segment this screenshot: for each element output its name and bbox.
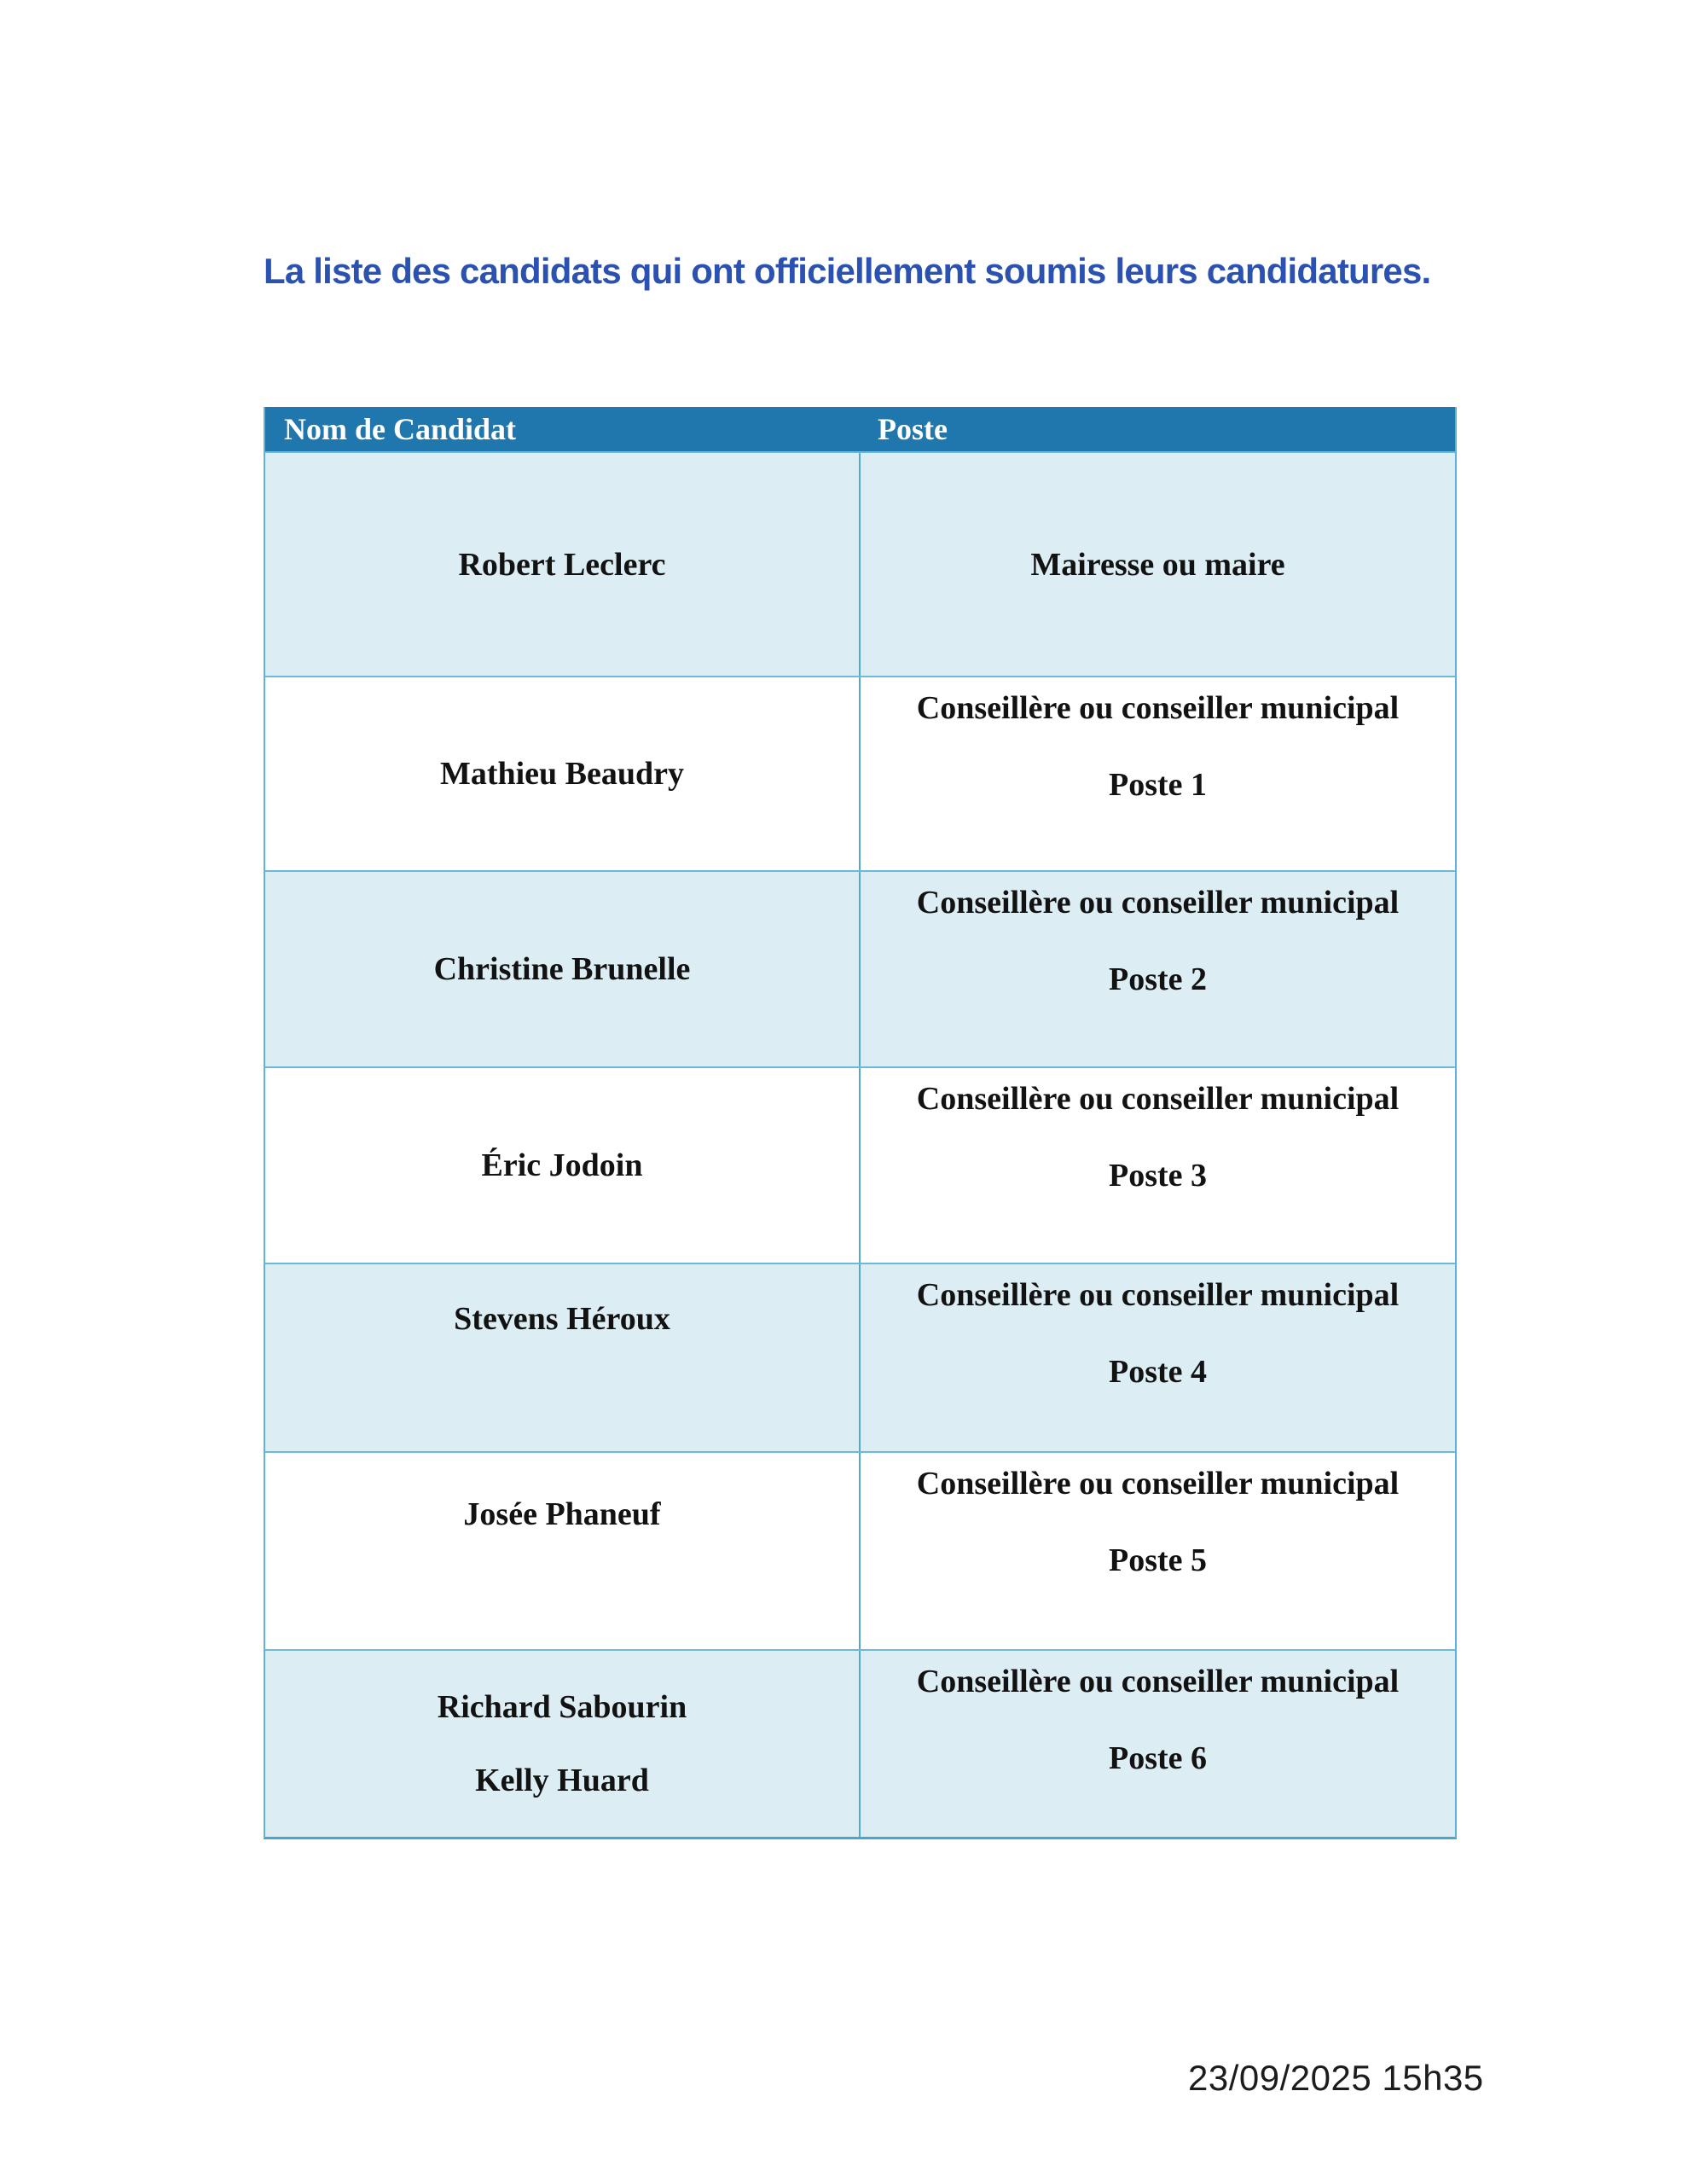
poste-label: Conseillère ou conseiller municipal: [916, 690, 1400, 726]
poste-number: Poste 4: [1108, 1354, 1208, 1390]
timestamp: 23/09/2025 15h35: [1188, 2058, 1484, 2098]
poste-label: Conseillère ou conseiller municipal: [916, 1081, 1400, 1117]
candidate-name: Robert Leclerc: [458, 546, 666, 583]
poste-number: Poste 1: [1108, 767, 1208, 803]
table-row: [265, 870, 1455, 1066]
poste-label: Conseillère ou conseiller municipal: [916, 885, 1400, 921]
table-row: [265, 1263, 1455, 1451]
candidate-name: Mathieu Beaudry: [439, 756, 685, 792]
candidate-name: Stevens Héroux: [454, 1301, 670, 1337]
table-row: [265, 1451, 1455, 1649]
poste-label: Mairesse ou maire: [1030, 546, 1285, 583]
poste-number: Poste 2: [1108, 961, 1208, 997]
poste-number: Poste 3: [1108, 1158, 1208, 1194]
candidate-name: Éric Jodoin: [481, 1147, 643, 1183]
poste-label: Conseillère ou conseiller municipal: [916, 1664, 1400, 1699]
header-cell-nom-de-candidat: Nom de Candidat: [284, 412, 517, 446]
candidates-table: [264, 407, 1457, 1839]
table-row: [265, 451, 1455, 676]
poste-number: Poste 6: [1108, 1740, 1208, 1776]
poste-label: Conseillère ou conseiller municipal: [916, 1466, 1400, 1502]
poste-number: Poste 5: [1108, 1542, 1208, 1578]
poste-label: Conseillère ou conseiller municipal: [916, 1277, 1400, 1313]
table-row: [265, 1649, 1455, 1837]
header-cell-poste: Poste: [878, 412, 948, 446]
candidate-name-secondary: Kelly Huard: [475, 1763, 649, 1798]
candidate-name: Christine Brunelle: [433, 951, 691, 987]
table-row: [265, 676, 1455, 870]
candidate-name: Richard Sabourin: [437, 1689, 687, 1725]
candidate-name: Josée Phaneuf: [463, 1496, 661, 1532]
table-header-row: [265, 407, 1455, 451]
table-row: [265, 1066, 1455, 1263]
page-title: La liste des candidats qui ont officiellement soumis leurs candidatures.: [264, 251, 1431, 291]
